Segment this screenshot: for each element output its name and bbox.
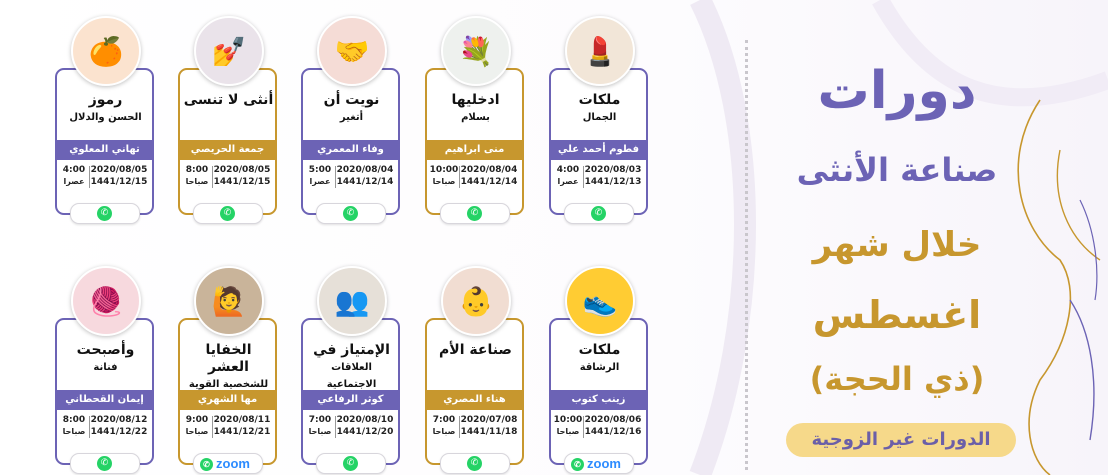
course-time [429,164,459,188]
time-period: صباحا [556,427,580,436]
course-title [430,92,521,126]
time-period: عصرا [557,177,579,186]
hijri-date: 1441/11/18 [460,427,518,437]
course-date [213,414,271,438]
course-title-main: ادخليها [451,92,500,108]
course-schedule [551,163,646,193]
course-title [60,92,151,126]
whatsapp-contact-button[interactable] [316,453,386,474]
trainer-name: وفاء المعمري [303,140,398,160]
time-value: 4:00 [62,165,86,175]
sneakers-icon: 👟 [565,266,635,336]
whatsapp-contact-button[interactable] [316,203,386,224]
whatsapp-contact-button[interactable] [440,453,510,474]
course-schedule [303,413,398,443]
course-title [183,342,274,393]
schedule-separator [212,416,213,438]
zoom-icon [571,455,621,472]
course-schedule [57,413,152,443]
time-value: 7:00 [432,415,456,425]
course-time [59,414,89,438]
course-schedule [427,163,522,193]
whatsapp-icon: ✆ [97,206,112,221]
whatsapp-contact-button[interactable] [193,203,263,224]
time-value: 8:00 [185,165,209,175]
course-title-sub: فنانة [93,362,118,373]
course-date [336,414,394,438]
course-card [55,318,154,465]
time-period: عصرا [63,177,85,186]
gregorian-date: 2020/08/04 [460,165,518,175]
gregorian-date: 2020/07/08 [460,415,518,425]
course-time [429,414,459,438]
time-value: 10:00 [429,165,459,175]
hijri-date: 1441/12/22 [90,427,148,437]
schedule-separator [459,416,460,438]
hijri-date: 1441/12/13 [584,177,642,187]
whatsapp-icon: ✆ [343,456,358,471]
whatsapp-icon: ✆ [591,206,606,221]
course-time [305,414,335,438]
schedule-separator [212,166,213,188]
time-value: 8:00 [62,415,86,425]
hero-hijri-month: (ذي الحجة) [809,360,985,398]
course-date [460,414,518,438]
time-period: صباحا [308,427,332,436]
gregorian-date: 2020/08/05 [90,165,148,175]
course-title-main: أنثى لا تنسى [183,92,274,108]
trainer-name: زينب كتوب [551,390,646,410]
course-card [425,68,524,215]
hijri-date: 1441/12/14 [336,177,394,187]
gregorian-date: 2020/08/12 [90,415,148,425]
trainer-name: كوثر الرفاعي [303,390,398,410]
course-card [425,318,524,465]
course-title-sub: الجمال [582,112,617,123]
hero-month: اغسطس [812,293,982,337]
course-schedule [427,413,522,443]
whatsapp-contact-button[interactable] [440,203,510,224]
zoom-join-button[interactable] [564,453,634,474]
trainer-name: تهاني المعلوي [57,140,152,160]
course-date [90,414,148,438]
hijri-date: 1441/12/20 [336,427,394,437]
course-card [549,68,648,215]
course-title-main: صناعة الأم [439,342,512,358]
course-title [60,342,151,376]
course-date [90,164,148,188]
trainer-name: جمعة الحريصي [180,140,275,160]
schedule-separator [583,416,584,438]
schedule-separator [89,416,90,438]
course-card [301,68,400,215]
hero-title: دورات [817,61,977,121]
meeting-icon: 👥 [317,266,387,336]
time-value: 4:00 [556,165,580,175]
schedule-separator [335,166,336,188]
whatsapp-icon: ✆ [571,458,584,471]
course-time [59,164,89,188]
trainer-name: مها الشهري [180,390,275,410]
trainer-name: فطوم أحمد علي [551,140,646,160]
time-value: 9:00 [185,415,209,425]
course-title [554,92,645,126]
course-schedule [551,413,646,443]
course-title-main: ملكات [578,342,621,358]
course-title-main: ملكات [578,92,621,108]
course-card [178,68,277,215]
hijri-date: 1441/12/14 [460,177,518,187]
course-title [554,342,645,376]
baby-icon: 👶 [441,266,511,336]
course-title-sub: الحسن والدلال [69,112,142,123]
whatsapp-contact-button[interactable] [564,203,634,224]
trainer-name: هناء المصري [427,390,522,410]
course-card [301,318,400,465]
course-title [183,92,274,109]
course-title [306,342,397,393]
course-time [305,164,335,188]
course-time [182,164,212,188]
course-title-sub: الرشاقة [579,362,620,373]
crochet-icon: 🧶 [71,266,141,336]
time-period: صباحا [62,427,86,436]
time-value: 10:00 [553,415,583,425]
whatsapp-icon: ✆ [343,206,358,221]
hand-care-icon: 💅 [194,16,264,86]
silhouette-icon: 🙋 [194,266,264,336]
course-date [336,164,394,188]
course-title-sub: بسلام [461,112,490,123]
hijri-date: 1441/12/21 [213,427,271,437]
hero-subtitle: صناعة الأنثى [796,151,998,189]
whatsapp-icon: ✆ [97,456,112,471]
course-title-sub: العلاقات الاجتماعية [326,362,377,390]
time-period: صباحا [185,427,209,436]
course-time [553,164,583,188]
zoom-icon [200,455,250,472]
whatsapp-icon: ✆ [467,206,482,221]
course-title-main: وأصبحت [76,342,135,358]
time-period: صباحا [185,177,209,186]
course-title-sub: للشخصية القوية [188,379,269,390]
hijri-date: 1441/12/15 [213,177,271,187]
course-title-main: رموز [88,92,123,108]
gregorian-date: 2020/08/05 [213,165,271,175]
gregorian-date: 2020/08/10 [336,415,394,425]
schedule-separator [89,166,90,188]
time-period: عصرا [309,177,331,186]
trainer-name: منى ابراهيم [427,140,522,160]
zoom-join-button[interactable] [193,453,263,474]
course-card [178,318,277,465]
course-date [584,414,642,438]
course-time [553,414,583,438]
whatsapp-contact-button[interactable] [70,203,140,224]
course-card [55,68,154,215]
course-schedule [303,163,398,193]
course-title-main: الإمتياز في [313,342,390,358]
paint-brush-icon: 💄 [565,16,635,86]
whatsapp-icon: ✆ [220,206,235,221]
course-card [549,318,648,465]
course-time [182,414,212,438]
zoom-label: zoom [216,456,250,471]
schedule-separator [583,166,584,188]
hijri-date: 1441/12/15 [90,177,148,187]
course-date [213,164,271,188]
whatsapp-contact-button[interactable] [70,453,140,474]
time-value: 5:00 [308,165,332,175]
zoom-label: zoom [587,456,621,471]
course-title-sub: أتغير [339,112,364,123]
course-date [460,164,518,188]
schedule-separator [459,166,460,188]
hands-icon: 🤝 [317,16,387,86]
gregorian-date: 2020/08/03 [584,165,642,175]
papaya-icon: 🍊 [71,16,141,86]
course-schedule [57,163,152,193]
hijri-date: 1441/12/16 [584,427,642,437]
whatsapp-icon: ✆ [467,456,482,471]
trainer-name: إيمان القحطاني [57,390,152,410]
flowers-icon: 💐 [441,16,511,86]
schedule-separator [335,416,336,438]
time-value: 7:00 [308,415,332,425]
non-marital-courses-badge: الدورات غير الزوجية [786,423,1016,457]
course-title-main: الخفايا العشر [205,342,252,375]
course-title [306,92,397,126]
course-title [430,342,521,359]
course-title-main: نويت أن [323,92,380,108]
course-schedule [180,163,275,193]
whatsapp-icon: ✆ [200,458,213,471]
time-period: صباحا [432,177,456,186]
hero-month-intro: خلال شهر [812,225,982,265]
time-period: صباحا [432,427,456,436]
divider [745,40,748,470]
gregorian-date: 2020/08/11 [213,415,271,425]
gregorian-date: 2020/08/06 [584,415,642,425]
gregorian-date: 2020/08/04 [336,165,394,175]
course-date [584,164,642,188]
course-schedule [180,413,275,443]
